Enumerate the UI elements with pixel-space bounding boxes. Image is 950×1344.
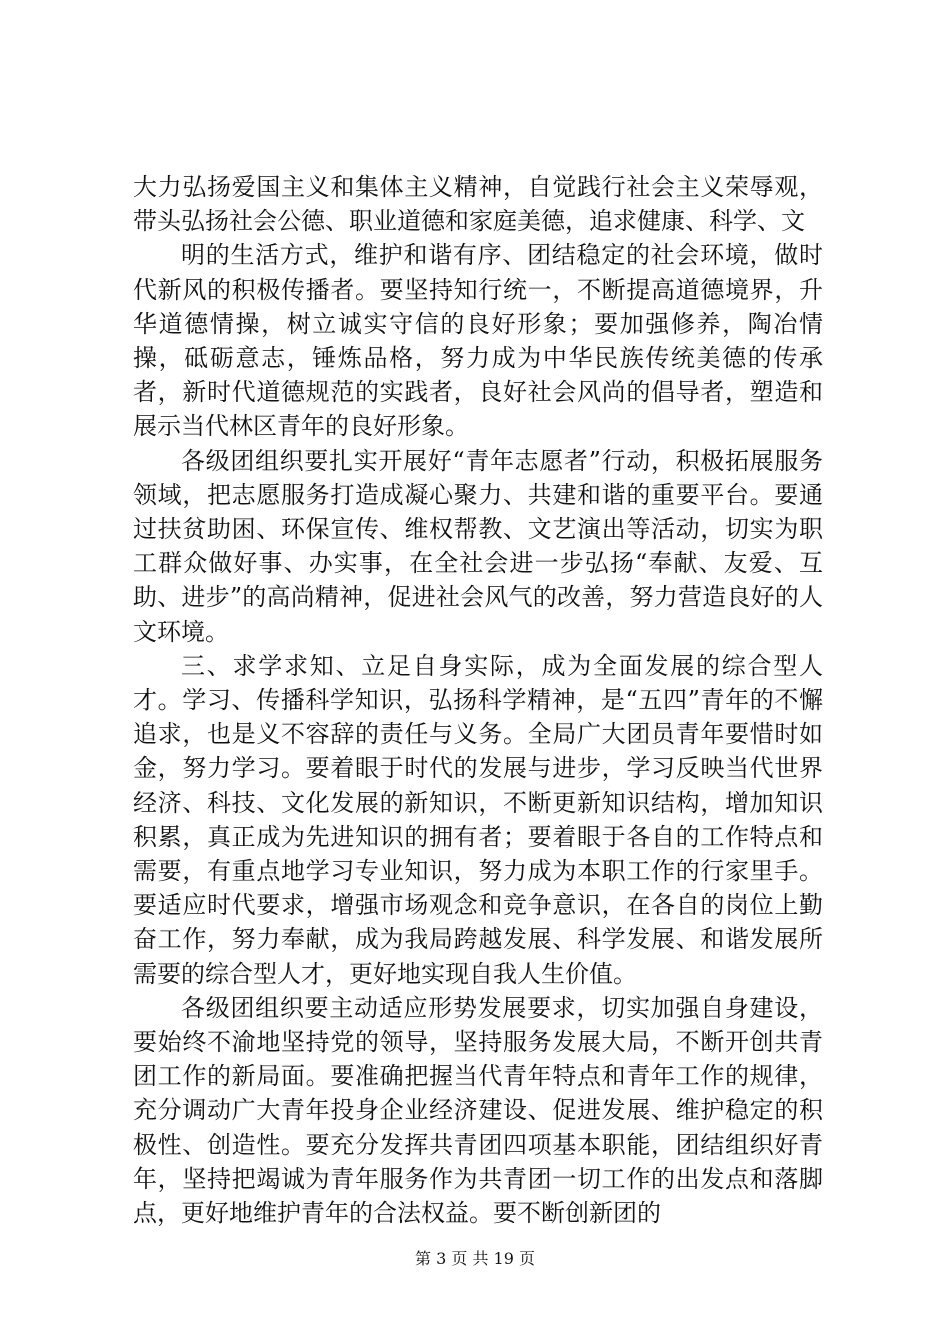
paragraph-4: 三、求学求知、立足自身实际，成为全面发展的综合型人才。学习、传播科学知识，弘扬科学精神，是“五四”青年的不懈追求，也是义不容辞的责任与义务。全局广大团员青年要惜时如金，努力学习。要着眼于时代的发展与进步，学习反映当代世界经济、科技、文化发展的新知识，不断更新知识结构，增加知识积累，真正成为先进知识的拥有者；要着眼于各自的工作特点和需要，有重点地学习专业知识，努力成为本职工作的行家里手。要适应时代要求，增强市场观念和竞争意识，在各自的岗位上勤奋工作，努力奉献，成为我局跨越发展、科学发展、和谐发展所需要的综合型人才，更好地实现自我人生价值。 [133,651,823,988]
paragraph-3: 各级团组织要扎实开展好“青年志愿者”行动，积极拓展服务领域，把志愿服务打造成凝心聚力、共建和谐的重要平台。要通过扶贫助困、环保宣传、维权帮教、文艺演出等活动，切实为职工群众做好事、办实事，在全社会进一步弘扬“奉献、友爱、互助、进步”的高尚精神，促进社会风气的改善，努力营造良好的人文环境。 [133,446,823,646]
paragraph-5: 各级团组织要主动适应形势发展要求，切实加强自身建设，要始终不渝地坚持党的领导，坚持服务发展大局，不断开创共青团工作的新局面。要准确把握当代青年特点和青年工作的规律，充分调动广大青年投身企业经济建设、促进发展、维护稳定的积极性、创造性。要充分发挥共青团四项基本职能，团结组织好青年，坚持把竭诚为青年服务作为共青团一切工作的出发点和落脚点，更好地维护青年的合法权益。要不断创新团的 [133,993,823,1228]
page-footer: 第 3 页 共 19 页 [415,1249,535,1268]
paragraph-2: 明的生活方式，维护和谐有序、团结稳定的社会环境，做时代新风的积极传播者。要坚持知行统一，不断提高道德境界，升华道德情操，树立诚实守信的良好形象；要加强修养，陶冶情操，砥砺意志，锤炼品格，努力成为中华民族传统美德的传承者，新时代道德规范的实践者，良好社会风尚的倡导者，塑造和展示当代林区青年的良好形象。 [133,241,823,441]
document-body [133,170,823,1230]
paragraph-1: 大力弘扬爱国主义和集体主义精神，自觉践行社会主义荣辱观，带头弘扬社会公德、职业道德和家庭美德，追求健康、科学、文 [133,173,823,236]
